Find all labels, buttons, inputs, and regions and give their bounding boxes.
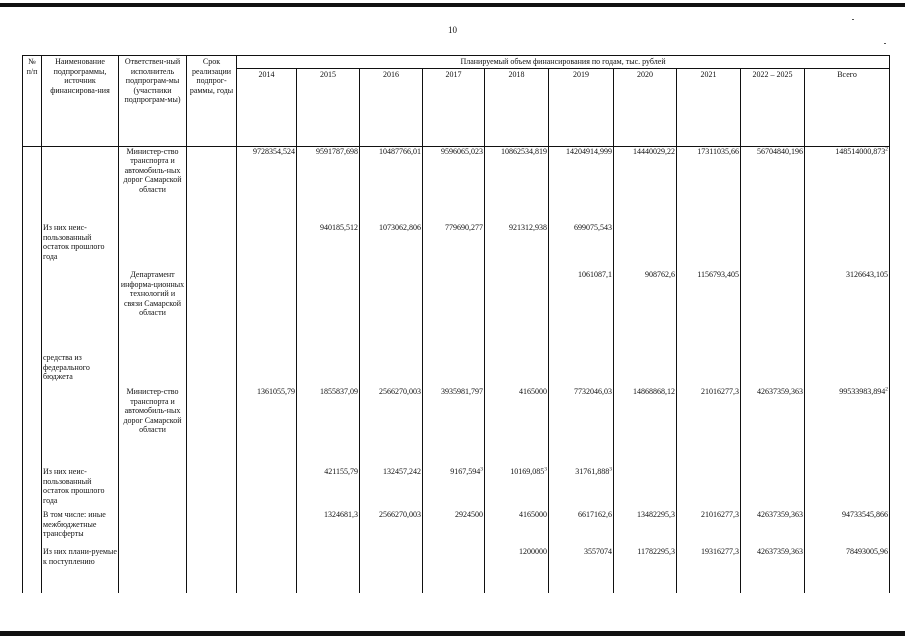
table-row: [23, 547, 890, 593]
cell-value: [614, 146, 677, 223]
cell-value: [485, 387, 549, 467]
cell-value: [297, 510, 360, 547]
table-row: [23, 353, 890, 387]
cell-responsible: [119, 353, 187, 387]
cell-value: [297, 146, 360, 223]
value-text: 2924500: [455, 510, 483, 519]
value-text: 699075,543: [574, 223, 612, 232]
header-year: Всего: [805, 68, 890, 146]
cell-value: [741, 467, 805, 510]
cell-value: [614, 467, 677, 510]
cell-value: [237, 223, 297, 270]
cell-value: [677, 387, 741, 467]
cell-term: [187, 387, 237, 467]
value-text: 94733545,866: [842, 510, 889, 519]
value-text: 10862534,819: [501, 146, 547, 156]
cell-value: [549, 387, 614, 467]
value-text: 4165000: [519, 510, 547, 519]
value-text: 148514000,873: [835, 146, 886, 156]
cell-value: [741, 387, 805, 467]
cell-responsible: [119, 467, 187, 510]
cell-value: [614, 387, 677, 467]
cell-value: [360, 223, 423, 270]
cell-value: [360, 353, 423, 387]
cell-value: [360, 387, 423, 467]
cell-value: [805, 510, 890, 547]
cell-value: [549, 510, 614, 547]
cell-value: [237, 510, 297, 547]
header-year: 2018: [485, 68, 549, 146]
cell-value: [360, 146, 423, 223]
cell-value: [805, 547, 890, 593]
table-row: [23, 270, 890, 353]
cell-value: [805, 223, 890, 270]
value-text: 17311035,66: [697, 146, 739, 156]
cell-value: [485, 146, 549, 223]
cell-name: [42, 387, 119, 467]
value-text: 1361055,79: [257, 387, 295, 396]
cell-no: [23, 353, 42, 387]
footnote-mark: 2: [885, 145, 889, 152]
value-text: 9728354,524: [253, 146, 295, 156]
value-text: 421155,79: [324, 467, 358, 476]
value-text: 42637359,363: [757, 547, 803, 556]
cell-responsible: [119, 510, 187, 547]
cell-no: [23, 547, 42, 593]
cell-responsible: Министер-ство транспорта и автомобиль-ных дорог Самарской области: [119, 146, 187, 223]
value-text: 99533983,894: [839, 387, 886, 396]
value-text: 14204914,999: [566, 146, 612, 156]
cell-value: [614, 547, 677, 593]
value-text: 3126643,105: [846, 270, 889, 279]
cell-value: [614, 270, 677, 353]
cell-value: [805, 353, 890, 387]
value-text: 13482295,3: [637, 510, 675, 519]
value-text: 42637359,363: [757, 510, 803, 519]
cell-no: [23, 146, 42, 223]
value-text: 56704840,196: [757, 146, 803, 156]
cell-no: [23, 467, 42, 510]
top-border-line: [0, 3, 905, 7]
table-row: [23, 467, 890, 510]
cell-value: [677, 467, 741, 510]
cell-value: [360, 547, 423, 593]
header-name: Наименование подпрограммы, источник финансирова-ния: [42, 56, 119, 147]
cell-value: [549, 547, 614, 593]
cell-name: [42, 146, 119, 223]
cell-term: [187, 467, 237, 510]
value-text: 1073062,806: [379, 223, 421, 232]
scan-speck: [884, 43, 886, 44]
cell-value: [297, 353, 360, 387]
cell-value: [549, 467, 614, 510]
cell-no: [23, 510, 42, 547]
table-row: [23, 387, 890, 467]
cell-value: [677, 146, 741, 223]
value-text: 42637359,363: [757, 387, 803, 396]
footnote-mark: 3: [480, 466, 483, 473]
cell-value: [549, 353, 614, 387]
cell-value: [237, 547, 297, 593]
footnote-mark: 2: [885, 386, 889, 393]
cell-value: [237, 146, 297, 223]
cell-term: [187, 353, 237, 387]
cell-value: [237, 387, 297, 467]
cell-responsible: Министер-ство транспорта и автомобиль-ных дорог Самарской области: [119, 387, 187, 467]
scan-speck: [852, 19, 854, 20]
cell-value: [741, 547, 805, 593]
header-year: 2021: [677, 68, 741, 146]
cell-name: Из них неис-пользованный остаток прошлого года: [42, 223, 119, 270]
value-text: 9591787,698: [316, 146, 358, 156]
value-text: 6617162,6: [578, 510, 612, 519]
cell-term: [187, 270, 237, 353]
value-text: 9596065,023: [441, 146, 483, 156]
cell-no: [23, 270, 42, 353]
cell-name: средства из федерального бюджета: [42, 353, 119, 387]
cell-value: [360, 467, 423, 510]
cell-value: [485, 223, 549, 270]
cell-value: [423, 387, 485, 467]
value-text: 3557074: [584, 547, 612, 556]
cell-value: [297, 547, 360, 593]
cell-value: [297, 467, 360, 510]
cell-value: [485, 467, 549, 510]
cell-value: [741, 223, 805, 270]
cell-value: [805, 146, 890, 223]
cell-responsible: [119, 547, 187, 593]
cell-term: [187, 223, 237, 270]
header-year: 2014: [237, 68, 297, 146]
cell-value: [485, 547, 549, 593]
value-text: 1855837,09: [320, 387, 358, 396]
cell-value: [741, 146, 805, 223]
value-text: 21016277,3: [701, 510, 739, 519]
value-text: 31761,888: [575, 467, 610, 476]
cell-value: [485, 510, 549, 547]
cell-value: [614, 223, 677, 270]
header-responsible: Ответствен-ный исполнитель подпрограм-мы (участники подпрограм-мы): [119, 56, 187, 147]
value-text: 1324681,3: [324, 510, 358, 519]
value-text: 2566270,003: [379, 387, 421, 396]
value-text: 7732046,03: [574, 387, 612, 396]
page-number: 10: [448, 25, 457, 35]
table-row: [23, 510, 890, 547]
value-text: 3935981,797: [441, 387, 483, 396]
cell-name: В том числе: иные межбюджетные трансферты: [42, 510, 119, 547]
cell-value: [237, 270, 297, 353]
cell-value: [485, 270, 549, 353]
cell-value: [549, 270, 614, 353]
value-text: 10169,085: [510, 467, 545, 476]
header-term: Срок реализации подпрог-раммы, годы: [187, 56, 237, 147]
cell-value: [423, 467, 485, 510]
cell-value: [805, 270, 890, 353]
cell-value: [237, 353, 297, 387]
value-text: 14440029,22: [633, 146, 675, 156]
cell-value: [297, 387, 360, 467]
financing-table: [22, 55, 890, 593]
cell-value: [423, 146, 485, 223]
cell-value: [297, 223, 360, 270]
header-year: 2017: [423, 68, 485, 146]
value-text: 14868868,12: [633, 387, 675, 396]
cell-value: [297, 270, 360, 353]
header-year: 2019: [549, 68, 614, 146]
value-text: 940185,512: [320, 223, 358, 232]
cell-value: [423, 223, 485, 270]
value-text: 21016277,3: [701, 387, 739, 396]
header-no: № п/п: [23, 56, 42, 147]
cell-no: [23, 387, 42, 467]
value-text: 921312,938: [509, 223, 547, 232]
cell-value: [360, 270, 423, 353]
header-year: 2016: [360, 68, 423, 146]
cell-value: [423, 510, 485, 547]
value-text: 132457,242: [383, 467, 421, 476]
value-text: 10487766,01: [379, 146, 421, 156]
value-text: 19316277,3: [701, 547, 739, 556]
value-text: 779690,277: [445, 223, 483, 232]
footnote-mark: 3: [609, 466, 612, 473]
cell-value: [614, 510, 677, 547]
cell-value: [805, 467, 890, 510]
cell-term: [187, 547, 237, 593]
cell-value: [677, 547, 741, 593]
value-text: 1156793,405: [697, 270, 739, 279]
cell-name: [42, 270, 119, 353]
cell-responsible: [119, 223, 187, 270]
cell-value: [741, 353, 805, 387]
cell-value: [614, 353, 677, 387]
header-year: 2015: [297, 68, 360, 146]
bottom-border-line: [0, 631, 905, 636]
cell-term: [187, 510, 237, 547]
table-row: [23, 223, 890, 270]
cell-value: [423, 270, 485, 353]
value-text: 1061087,1: [578, 270, 612, 279]
cell-responsible: Департамент информа-ционных технологий и связи Самарской области: [119, 270, 187, 353]
cell-no: [23, 223, 42, 270]
value-text: 2566270,003: [379, 510, 421, 519]
cell-value: [485, 353, 549, 387]
cell-value: [677, 353, 741, 387]
cell-name: Из них плани-руемые к поступлению: [42, 547, 119, 593]
cell-value: [423, 353, 485, 387]
value-text: 11782295,3: [637, 547, 675, 556]
value-text: 1200000: [519, 547, 547, 556]
cell-value: [805, 387, 890, 467]
value-text: 9167,594: [450, 467, 481, 476]
header-planned: Планируемый объем финансирования по годам, тыс. рублей: [237, 56, 890, 69]
header-year: 2022 – 2025: [741, 68, 805, 146]
cell-value: [549, 223, 614, 270]
cell-value: [237, 467, 297, 510]
cell-value: [360, 510, 423, 547]
cell-value: [677, 510, 741, 547]
cell-name: Из них неис-пользованный остаток прошлого года: [42, 467, 119, 510]
cell-value: [677, 270, 741, 353]
cell-value: [677, 223, 741, 270]
cell-value: [549, 146, 614, 223]
cell-term: [187, 146, 237, 223]
footnote-mark: 3: [544, 466, 547, 473]
cell-value: [741, 270, 805, 353]
header-year: 2020: [614, 68, 677, 146]
table-row: [23, 146, 890, 223]
value-text: 4165000: [519, 387, 547, 396]
cell-value: [741, 510, 805, 547]
value-text: 78493005,96: [846, 547, 889, 556]
cell-value: [423, 547, 485, 593]
value-text: 908762,6: [645, 270, 675, 279]
